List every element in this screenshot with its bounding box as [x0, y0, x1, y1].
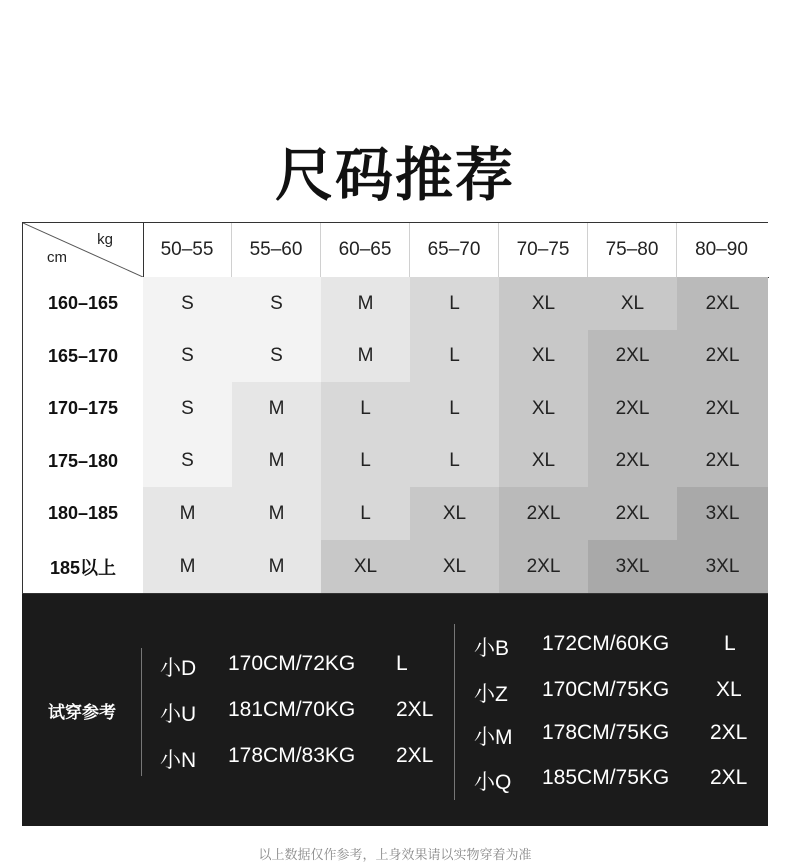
model-size: XL	[716, 678, 742, 701]
height-unit-label: cm	[47, 249, 67, 266]
page-title: 尺码推荐	[274, 141, 515, 209]
model-name: 小U	[160, 703, 197, 726]
weight-column-header: 50–55	[143, 223, 232, 277]
size-cell: L	[410, 435, 499, 488]
size-cell: XL	[321, 540, 410, 593]
model-measure: 178CM/75KG	[542, 721, 670, 744]
size-cell: 2XL	[677, 382, 768, 435]
size-cell: 2XL	[588, 435, 677, 488]
size-cell: 2XL	[588, 382, 677, 435]
size-cell: M	[232, 540, 321, 593]
height-row-label: 160–165	[23, 277, 144, 330]
size-cell: M	[232, 487, 321, 540]
size-cell: S	[143, 330, 232, 383]
model-name: 小M	[474, 726, 513, 749]
weight-column-header: 75–80	[588, 223, 677, 277]
height-row-label: 185以上	[23, 540, 144, 593]
size-cell: S	[232, 277, 321, 330]
size-cell: XL	[410, 487, 499, 540]
model-measure: 185CM/75KG	[542, 766, 670, 789]
weight-column-header: 65–70	[410, 223, 499, 277]
height-row-label: 165–170	[23, 330, 144, 383]
height-row-label: 180–185	[23, 487, 144, 540]
size-cell: 2XL	[677, 435, 768, 488]
size-cell: S	[143, 382, 232, 435]
weight-column-header: 60–65	[321, 223, 410, 277]
size-cell: 2XL	[499, 540, 588, 593]
size-cell: M	[321, 277, 410, 330]
model-measure: 170CM/72KG	[228, 652, 356, 675]
size-cell: L	[410, 330, 499, 383]
model-size: 2XL	[396, 744, 434, 767]
weight-unit-label: kg	[97, 231, 113, 248]
model-size: 2XL	[710, 766, 748, 789]
try-on-label: 试穿参考	[48, 702, 116, 723]
size-cell: 2XL	[499, 487, 588, 540]
model-measure: 170CM/75KG	[542, 678, 670, 701]
corner-diagonal	[23, 223, 143, 277]
size-cell: M	[232, 382, 321, 435]
weight-column-header: 70–75	[499, 223, 588, 277]
size-cell: S	[143, 435, 232, 488]
height-row-label: 175–180	[23, 435, 144, 488]
model-measure: 172CM/60KG	[542, 632, 670, 655]
size-cell: 3XL	[588, 540, 677, 593]
size-cell: L	[321, 382, 410, 435]
model-name: 小B	[474, 637, 510, 660]
model-measure: 178CM/83KG	[228, 744, 356, 767]
weight-column-header: 55–60	[232, 223, 321, 277]
size-cell: L	[321, 435, 410, 488]
size-cell: L	[410, 277, 499, 330]
model-name: 小N	[160, 749, 197, 772]
size-cell: M	[232, 435, 321, 488]
size-cell: 3XL	[677, 487, 768, 540]
size-cell: XL	[499, 382, 588, 435]
model-measure: 181CM/70KG	[228, 698, 356, 721]
model-size: L	[396, 652, 408, 675]
size-cell: XL	[499, 330, 588, 383]
size-cell: XL	[499, 435, 588, 488]
weight-column-header: 80–90	[695, 239, 748, 260]
size-cell: M	[321, 330, 410, 383]
model-size: 2XL	[710, 721, 748, 744]
model-name: 小Z	[474, 683, 508, 706]
corner-cell	[23, 223, 144, 277]
size-cell: 3XL	[677, 540, 768, 593]
model-name: 小Q	[474, 771, 512, 794]
height-row-label: 170–175	[23, 382, 144, 435]
size-cell: 2XL	[677, 277, 768, 330]
size-cell: 2XL	[677, 330, 768, 383]
model-size: 2XL	[396, 698, 434, 721]
table-header-row	[23, 223, 769, 278]
size-table	[22, 222, 768, 594]
size-cell: XL	[588, 277, 677, 330]
size-cell: XL	[410, 540, 499, 593]
size-cell: L	[410, 382, 499, 435]
footnote: 以上数据仅作参考，上身效果请以实物穿着为准	[258, 848, 532, 863]
size-cell: 2XL	[588, 487, 677, 540]
size-cell: S	[232, 330, 321, 383]
divider-left	[141, 648, 142, 776]
size-cell: XL	[499, 277, 588, 330]
divider-right	[454, 624, 455, 800]
size-cell: M	[143, 540, 232, 593]
try-on-panel	[22, 594, 768, 826]
model-name: 小D	[160, 657, 197, 680]
size-cell: 2XL	[588, 330, 677, 383]
size-cell: M	[143, 487, 232, 540]
size-cell: L	[321, 487, 410, 540]
size-cell: S	[143, 277, 232, 330]
model-size: L	[724, 632, 736, 655]
